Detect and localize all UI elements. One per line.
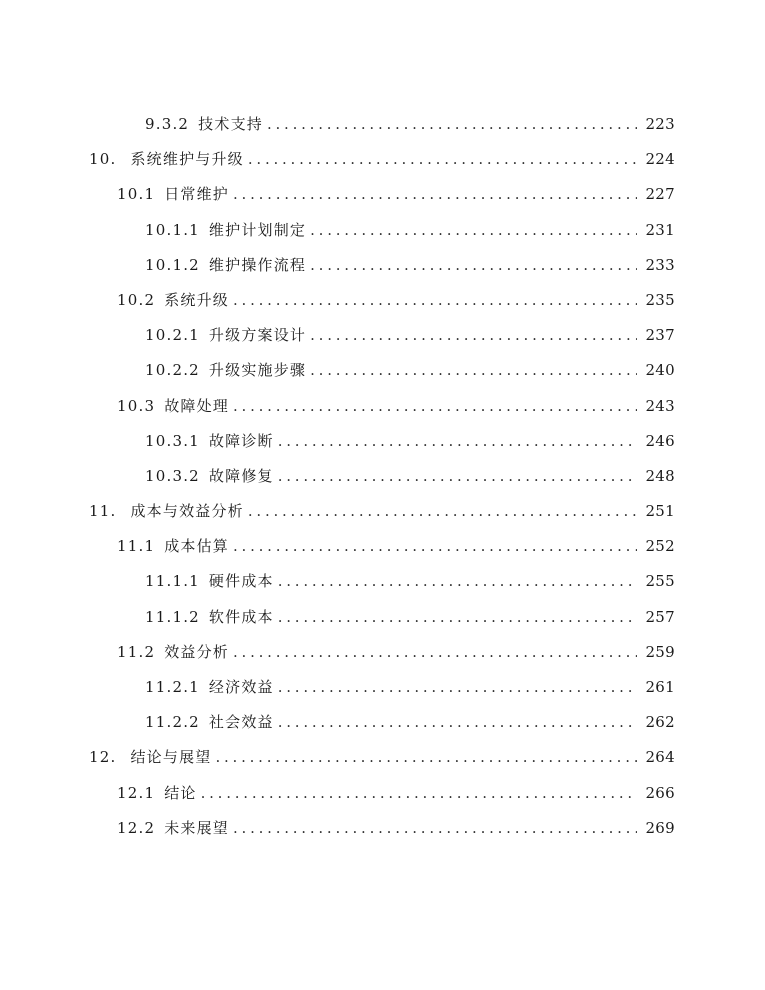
- toc-page-number: 231: [645, 220, 675, 239]
- toc-entry-label: [145, 705, 274, 740]
- toc-entry-title: 经济效益: [208, 678, 274, 696]
- toc-entry[interactable]: [0, 670, 765, 705]
- toc-entry-label: [89, 740, 211, 775]
- toc-entry-label: [145, 459, 274, 494]
- toc-dot-leader: [310, 318, 637, 353]
- toc-page-number: 237: [645, 326, 675, 345]
- toc-entry-number: 10.3.1: [145, 431, 200, 450]
- toc-dot-leader: [215, 740, 637, 775]
- toc-dot-leader: [310, 213, 637, 248]
- toc-page-number: 257: [645, 607, 675, 626]
- toc-entry[interactable]: [0, 635, 765, 670]
- toc-entry-title: 系统维护与升级: [130, 150, 244, 169]
- toc-entry-number: 10.2.2: [145, 361, 200, 380]
- toc-dot-leader: [310, 353, 637, 388]
- toc-entry-label: [117, 177, 229, 212]
- toc-entry-label: [117, 776, 197, 811]
- toc-entry[interactable]: [0, 529, 765, 564]
- toc-page-number: 255: [645, 572, 675, 591]
- toc-entry-title: 成本与效益分析: [130, 502, 244, 521]
- toc-entry[interactable]: [0, 318, 765, 353]
- toc-entry[interactable]: [0, 600, 765, 635]
- toc-entry-title: 结论与展望: [130, 748, 212, 767]
- toc-page-number: 269: [645, 818, 675, 837]
- toc-entry-number: 12.: [89, 748, 117, 767]
- table-of-contents: [0, 107, 765, 846]
- toc-page-number: 223: [645, 115, 675, 133]
- toc-page-number: 246: [645, 431, 675, 450]
- toc-entry-number: 12.1: [117, 783, 156, 802]
- toc-entry-label: [145, 353, 306, 388]
- toc-entry-title: 故障处理: [164, 396, 230, 415]
- toc-entry-number: 11.: [89, 502, 117, 521]
- toc-page-number: 264: [645, 748, 675, 767]
- toc-entry-title: 日常维护: [164, 185, 230, 204]
- toc-entry-number: 10.1: [117, 185, 156, 204]
- toc-page-number: 259: [645, 642, 675, 661]
- toc-entry[interactable]: [0, 459, 765, 494]
- toc-entry-label: [145, 318, 306, 353]
- toc-dot-leader: [278, 670, 637, 705]
- toc-dot-leader: [233, 811, 637, 846]
- toc-page-number: 243: [645, 396, 675, 415]
- toc-entry-number: 11.1.1: [145, 572, 200, 591]
- toc-entry-label: [145, 213, 306, 248]
- toc-entry-number: 11.2: [117, 642, 156, 661]
- toc-page-number: 251: [645, 502, 675, 521]
- toc-entry-number: 10.3.2: [145, 466, 200, 485]
- toc-entry-number: 10.2: [117, 290, 156, 309]
- toc-entry[interactable]: [0, 740, 765, 775]
- toc-entry-title: 成本估算: [164, 537, 230, 556]
- toc-entry-label: [145, 107, 263, 142]
- toc-entry-number: 10.1.1: [145, 220, 200, 239]
- toc-dot-leader: [233, 529, 637, 564]
- toc-entry[interactable]: [0, 248, 765, 283]
- toc-page-number: 261: [645, 678, 675, 696]
- toc-dot-leader: [233, 389, 637, 424]
- toc-entry-label: [117, 389, 229, 424]
- toc-page-number: 266: [645, 783, 675, 802]
- toc-dot-leader: [278, 424, 637, 459]
- toc-entry-number: 12.2: [117, 818, 156, 837]
- toc-entry-title: 结论: [164, 783, 197, 802]
- toc-entry[interactable]: [0, 776, 765, 811]
- toc-entry-number: 10.3: [117, 396, 156, 415]
- toc-dot-leader: [248, 142, 637, 177]
- toc-entry-number: 11.2.2: [145, 713, 200, 732]
- toc-entry-label: [89, 142, 244, 177]
- toc-page-number: 240: [645, 361, 675, 380]
- toc-entry[interactable]: [0, 389, 765, 424]
- toc-entry-label: [145, 670, 274, 705]
- toc-page-number: 224: [645, 150, 675, 169]
- toc-dot-leader: [278, 564, 637, 599]
- toc-dot-leader: [278, 600, 637, 635]
- toc-dot-leader: [233, 283, 637, 318]
- toc-entry-number: 11.1.2: [145, 607, 200, 626]
- toc-dot-leader: [310, 248, 637, 283]
- toc-entry-number: 9.3.2: [145, 115, 190, 133]
- toc-entry-title: 技术支持: [198, 115, 263, 133]
- toc-page-number: 227: [645, 185, 675, 204]
- toc-entry-title: 故障诊断: [208, 431, 274, 450]
- toc-entry-title: 硬件成本: [208, 572, 274, 591]
- toc-dot-leader: [201, 776, 637, 811]
- toc-page-number: 233: [645, 255, 675, 274]
- toc-entry[interactable]: [0, 494, 765, 529]
- toc-entry-number: 11.2.1: [145, 678, 200, 696]
- toc-entry-title: 升级方案设计: [208, 326, 307, 345]
- toc-dot-leader: [278, 705, 637, 740]
- toc-entry-number: 10.2.1: [145, 326, 200, 345]
- toc-entry-title: 升级实施步骤: [208, 361, 307, 380]
- toc-entry[interactable]: [0, 142, 765, 177]
- toc-dot-leader: [248, 494, 637, 529]
- toc-entry-title: 维护计划制定: [208, 220, 307, 239]
- toc-entry-title: 系统升级: [164, 290, 230, 309]
- toc-entry-label: [117, 283, 229, 318]
- toc-entry-title: 社会效益: [208, 713, 274, 732]
- toc-entry[interactable]: [0, 213, 765, 248]
- toc-entry[interactable]: [0, 353, 765, 388]
- toc-entry[interactable]: [0, 564, 765, 599]
- toc-entry-number: 10.1.2: [145, 255, 200, 274]
- toc-entry[interactable]: [0, 811, 765, 846]
- toc-entry[interactable]: [0, 107, 765, 142]
- toc-page-number: 262: [645, 713, 675, 732]
- toc-dot-leader: [267, 107, 637, 142]
- toc-entry-label: [145, 600, 274, 635]
- toc-entry-label: [145, 424, 274, 459]
- toc-entry-title: 维护操作流程: [208, 255, 307, 274]
- toc-entry-number: 10.: [89, 150, 117, 169]
- toc-entry-label: [117, 811, 229, 846]
- toc-entry-label: [145, 564, 274, 599]
- toc-entry[interactable]: [0, 283, 765, 318]
- toc-entry[interactable]: [0, 424, 765, 459]
- toc-entry-label: [145, 248, 306, 283]
- toc-entry-title: 软件成本: [208, 607, 274, 626]
- toc-entry-label: [117, 635, 229, 670]
- toc-entry-title: 故障修复: [208, 466, 274, 485]
- toc-entry-title: 效益分析: [164, 642, 230, 661]
- toc-entry-number: 11.1: [117, 537, 156, 556]
- toc-dot-leader: [278, 459, 637, 494]
- toc-entry-title: 未来展望: [164, 818, 230, 837]
- toc-entry[interactable]: [0, 177, 765, 212]
- toc-page-number: 248: [645, 466, 675, 485]
- toc-entry-label: [89, 494, 244, 529]
- toc-page-number: 235: [645, 290, 675, 309]
- toc-entry[interactable]: [0, 705, 765, 740]
- toc-entry-label: [117, 529, 229, 564]
- toc-dot-leader: [233, 177, 637, 212]
- toc-page-number: 252: [645, 537, 675, 556]
- toc-dot-leader: [233, 635, 637, 670]
